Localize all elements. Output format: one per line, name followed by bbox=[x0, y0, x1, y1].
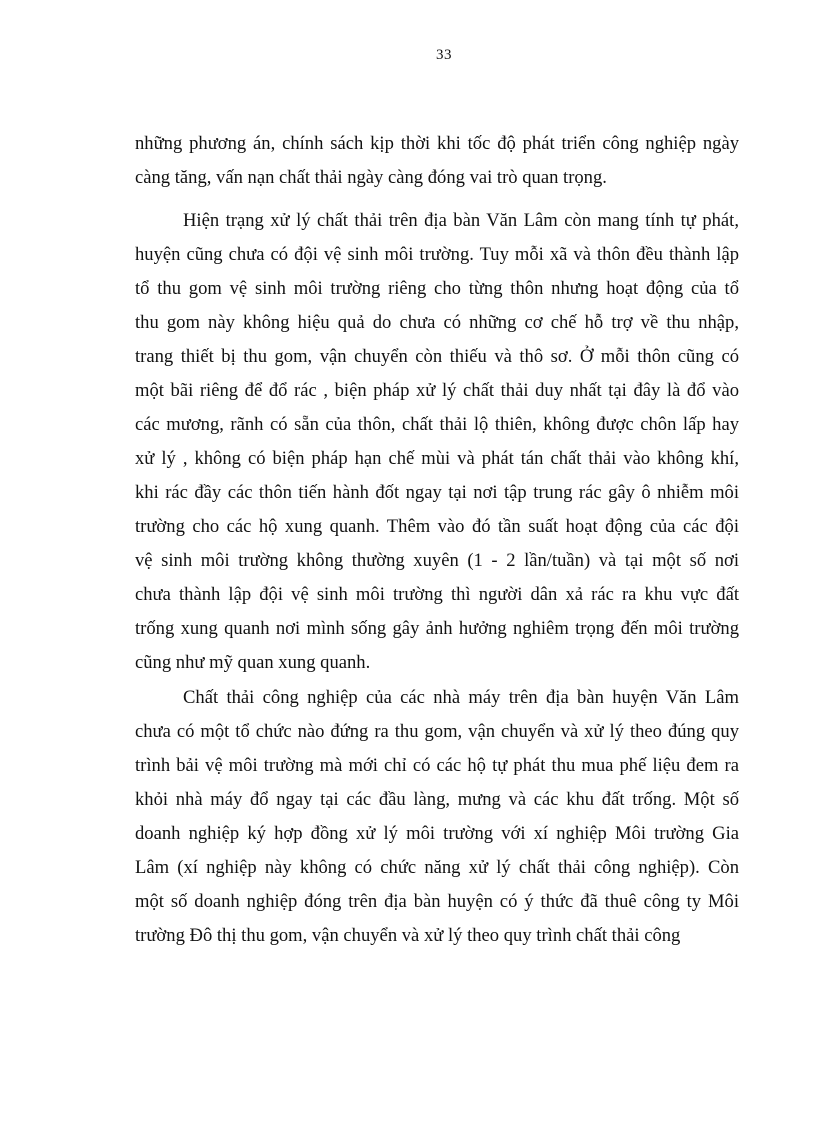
page-number: 33 bbox=[436, 47, 452, 63]
text-line: cũng như mỹ quan xung quanh. bbox=[135, 652, 371, 673]
paragraph-industrial-waste bbox=[135, 681, 739, 953]
text-line: Lâm (xí nghiệp này không có chức năng xử lý chất thải công nghiệp). Còn bbox=[135, 857, 739, 878]
text-line: trường Đô thị thu gom, vận chuyển và xử lý theo quy trình chất thải công bbox=[135, 925, 681, 946]
text-line: huyện cũng chưa có đội vệ sinh môi trường. Tuy mỗi xã và thôn đều thành lập bbox=[135, 244, 739, 265]
text-line: một bãi riêng để đổ rác , biện pháp xử lý chất thải duy nhất tại đây là đổ vào bbox=[135, 380, 739, 401]
text-line: trường cho các hộ xung quanh. Thêm vào đó tần suất hoạt động của các đội bbox=[135, 516, 739, 537]
text-line: xử lý , không có biện pháp hạn chế mùi và phát tán chất thải vào không khí, bbox=[135, 448, 739, 469]
text-line: trình bải vệ môi trường mà mới chỉ có các hộ tự phát thu mua phế liệu đem ra bbox=[135, 755, 739, 776]
text-line: Chất thải công nghiệp của các nhà máy trên địa bàn huyện Văn Lâm bbox=[183, 687, 739, 708]
text-line: chưa thành lập đội vệ sinh môi trường thì người dân xả rác ra khu vực đất bbox=[135, 584, 739, 605]
text-line: doanh nghiệp ký hợp đồng xử lý môi trường với xí nghiệp Môi trường Gia bbox=[135, 823, 739, 844]
text-line: khỏi nhà máy đổ ngay tại các đầu làng, mưng và các khu đất trống. Một số bbox=[135, 789, 739, 810]
text-line: chưa có một tổ chức nào đứng ra thu gom, vận chuyển và xử lý theo đúng quy bbox=[135, 721, 739, 742]
text-line: một số doanh nghiệp đóng trên địa bàn huyện có ý thức đã thuê công ty Môi bbox=[135, 891, 739, 912]
text-line: những phương án, chính sách kịp thời khi tốc độ phát triển công nghiệp ngày bbox=[135, 133, 739, 154]
text-line: các mương, rãnh có sẵn của thôn, chất thải lộ thiên, không được chôn lấp hay bbox=[135, 414, 739, 435]
text-line: thu gom này không hiệu quả do chưa có những cơ chế hỗ trợ về thu nhập, bbox=[135, 312, 739, 333]
paragraph-waste-treatment-status bbox=[135, 204, 739, 680]
text-line: trang thiết bị thu gom, vận chuyển còn thiếu và thô sơ. Ở mỗi thôn cũng có bbox=[135, 346, 739, 367]
text-line: Hiện trạng xử lý chất thải trên địa bàn Văn Lâm còn mang tính tự phát, bbox=[183, 210, 739, 231]
text-line: càng tăng, vấn nạn chất thải ngày càng đóng vai trò quan trọng. bbox=[135, 167, 607, 188]
text-line: vệ sinh môi trường không thường xuyên (1 - 2 lần/tuần) và tại một số nơi bbox=[135, 550, 739, 571]
paragraph-continuation bbox=[135, 127, 739, 195]
text-line: khi rác đầy các thôn tiến hành đốt ngay tại nơi tập trung rác gây ô nhiễm môi bbox=[135, 482, 739, 503]
text-line: tổ thu gom vệ sinh môi trường riêng cho từng thôn nhưng hoạt động của tổ bbox=[135, 278, 739, 299]
text-line: trống xung quanh nơi mình sống gây ảnh hưởng nghiêm trọng đến môi trường bbox=[135, 618, 739, 639]
